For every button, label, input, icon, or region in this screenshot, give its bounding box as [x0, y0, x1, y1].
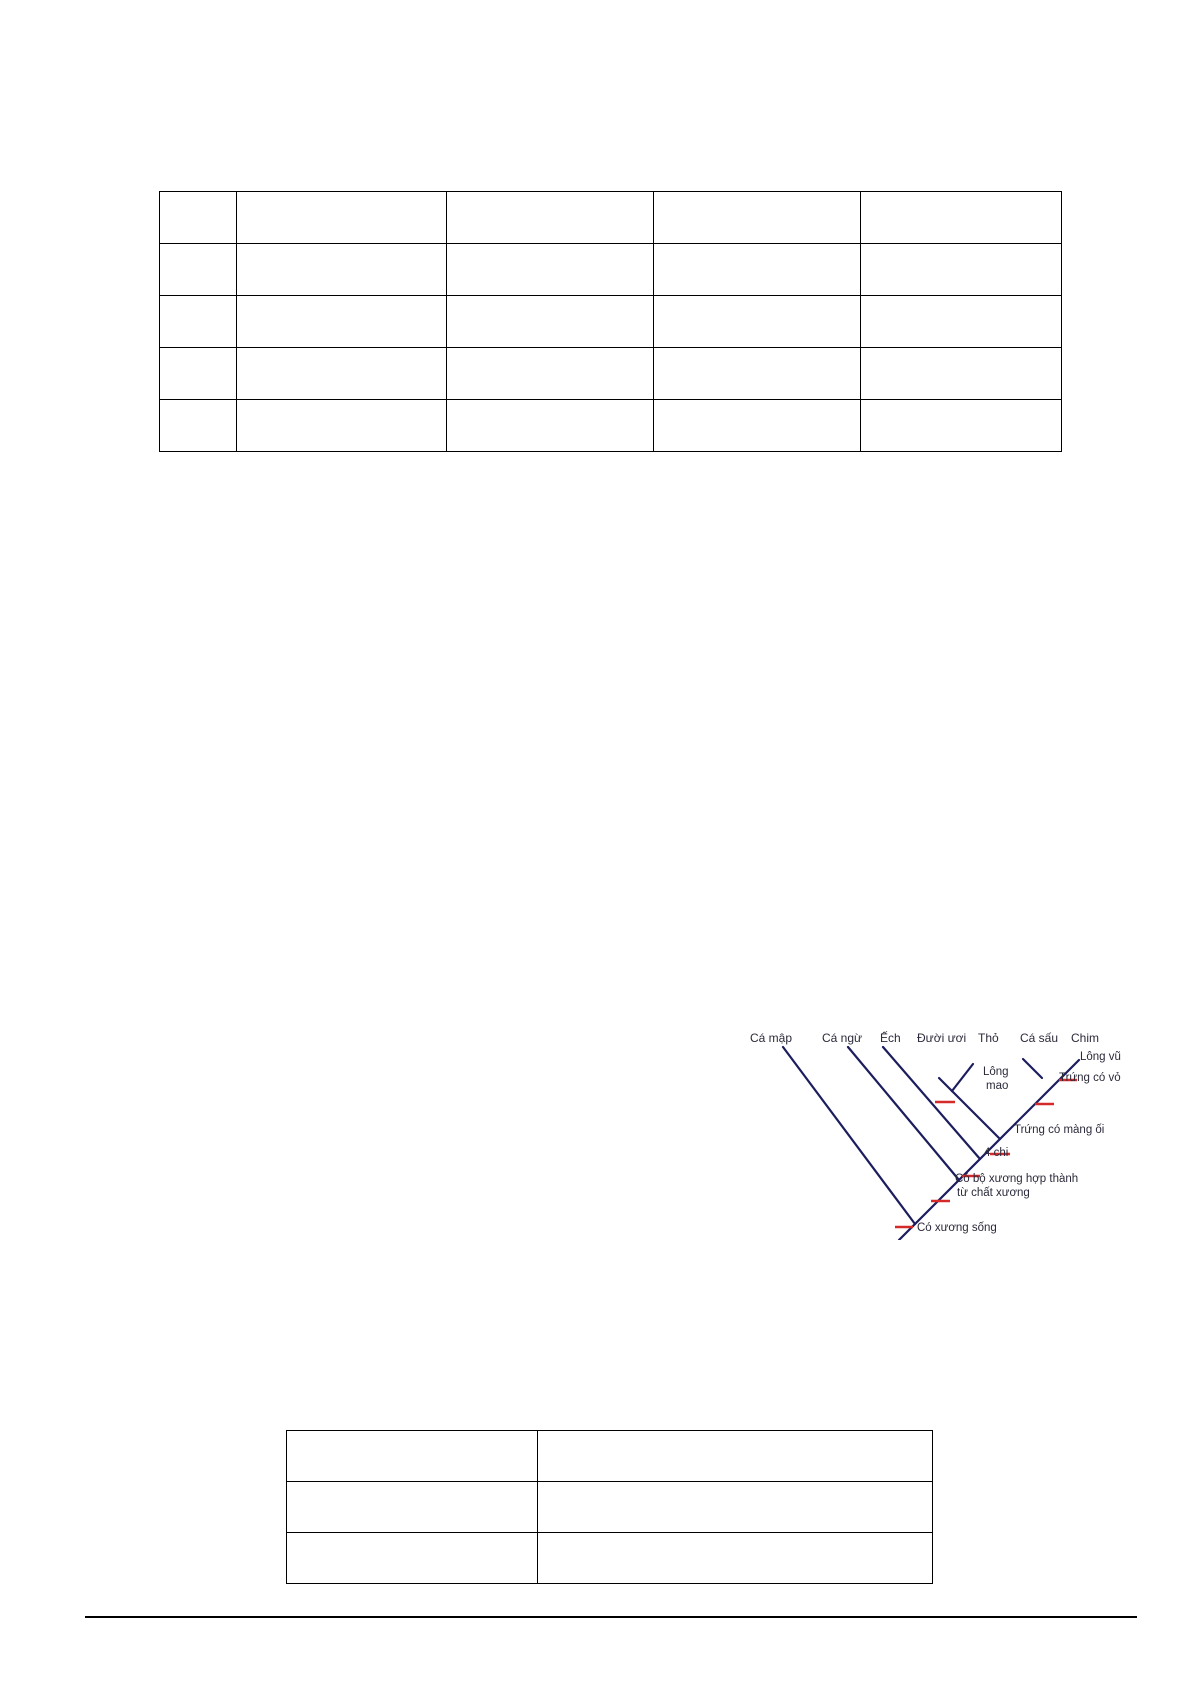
table-cell — [861, 348, 1062, 400]
table-row — [287, 1482, 933, 1533]
table-cell — [654, 296, 861, 348]
taxon-label: Thỏ — [978, 1031, 999, 1045]
table-cell — [237, 296, 447, 348]
taxon-label: Ếch — [880, 1031, 901, 1045]
table-cell — [237, 244, 447, 296]
table-cell — [287, 1431, 538, 1482]
table-cell — [160, 244, 237, 296]
table-2 — [286, 1430, 933, 1584]
trait-label: Trứng có màng ối — [1014, 1124, 1105, 1136]
table-cell — [861, 244, 1062, 296]
taxon-label: Đười ươi — [917, 1031, 967, 1045]
table-cell — [538, 1533, 933, 1584]
table-cell — [160, 192, 237, 244]
taxon-labels — [750, 1030, 1099, 1045]
taxon-label: Cá ngừ — [822, 1031, 863, 1045]
phylogenetic-tree — [745, 1025, 1135, 1240]
taxon-label: Chim — [1071, 1031, 1100, 1045]
table-cell — [538, 1431, 933, 1482]
branch-orangutan — [939, 1078, 952, 1091]
trait-label: Có bộ xương hợp thành — [955, 1173, 1079, 1185]
table-row — [287, 1431, 933, 1482]
table-row — [160, 400, 1062, 452]
table-cell — [237, 400, 447, 452]
trait-label: mao — [986, 1080, 1009, 1092]
trait-label: Có xương sống — [917, 1222, 997, 1234]
table-cell — [447, 348, 654, 400]
table-cell — [654, 244, 861, 296]
table-row — [160, 244, 1062, 296]
trait-label: Lông — [983, 1066, 1009, 1078]
trait-labels — [917, 1051, 1121, 1234]
table-cell — [654, 400, 861, 452]
table-cell — [287, 1482, 538, 1533]
branch-mammals — [952, 1091, 1000, 1139]
taxon-label: Cá sấu — [1020, 1031, 1059, 1045]
table-cell — [861, 296, 1062, 348]
table-cell — [287, 1533, 538, 1584]
trait-label: Lông vũ — [1080, 1051, 1121, 1063]
branch-shark — [783, 1047, 915, 1224]
table-cell — [237, 192, 447, 244]
table-cell — [861, 400, 1062, 452]
trait-label: từ chất xương — [957, 1187, 1030, 1199]
table-row — [160, 192, 1062, 244]
trait-label: 4 chi — [984, 1147, 1009, 1159]
table-cell — [160, 296, 237, 348]
taxon-label: Cá mập — [750, 1031, 793, 1045]
branch-crocodile — [1023, 1059, 1042, 1078]
table-cell — [538, 1482, 933, 1533]
table-row — [160, 348, 1062, 400]
trait-label: Trứng có vỏ — [1059, 1072, 1121, 1084]
table-cell — [861, 192, 1062, 244]
table-1 — [159, 191, 1062, 452]
table-cell — [160, 348, 237, 400]
table-cell — [447, 244, 654, 296]
table-cell — [654, 348, 861, 400]
table-cell — [160, 400, 237, 452]
footer-rule — [85, 1616, 1137, 1618]
table-cell — [237, 348, 447, 400]
table-row — [160, 296, 1062, 348]
table-cell — [447, 400, 654, 452]
table-cell — [654, 192, 861, 244]
branch-rabbit — [952, 1064, 973, 1091]
table-row — [287, 1533, 933, 1584]
table-cell — [447, 192, 654, 244]
table-cell — [447, 296, 654, 348]
tree-branches — [783, 1047, 1079, 1240]
branch-tuna — [848, 1047, 959, 1180]
